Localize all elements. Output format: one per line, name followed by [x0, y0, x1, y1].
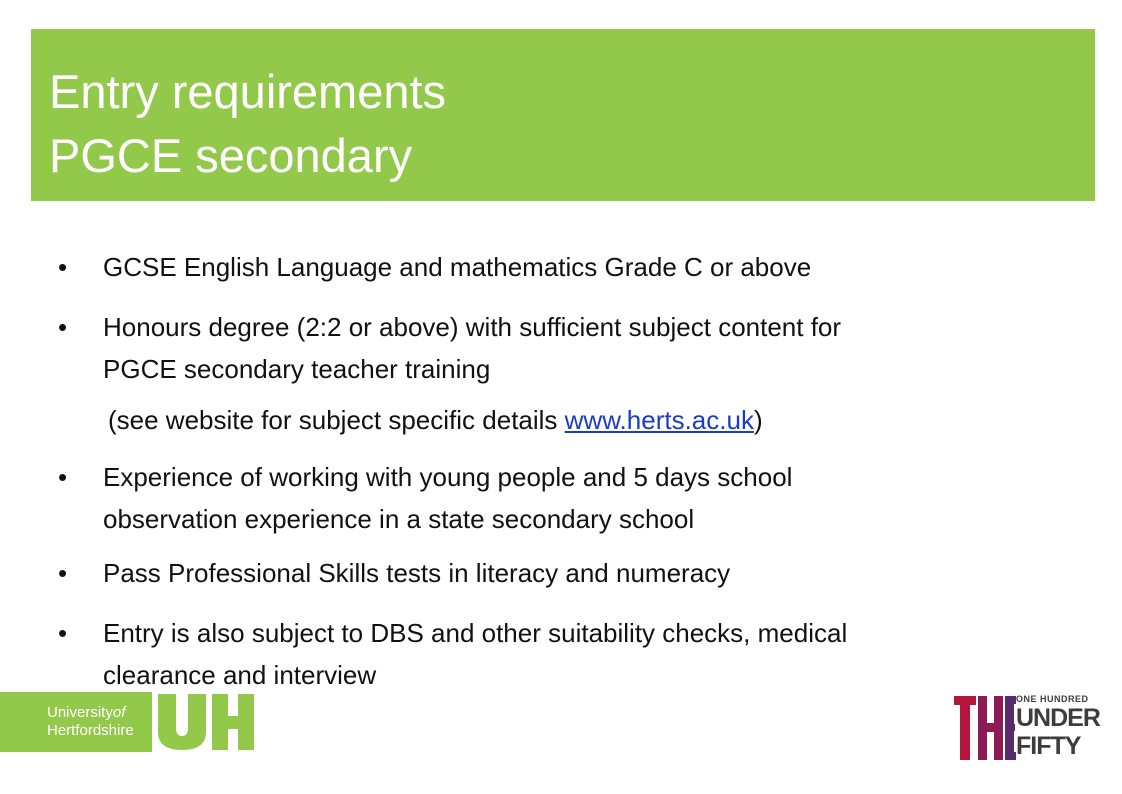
bullet-item: [103, 246, 1063, 288]
bullet-item: [103, 612, 1063, 696]
uh-monogram-icon: [152, 692, 260, 752]
bullet-line: Entry is also subject to DBS and other suitability checks, medical: [103, 618, 848, 648]
uh-logo-wordmark: Universityof Hertfordshire: [47, 704, 134, 739]
bullet-marker: •: [58, 312, 68, 342]
bullet-item: [103, 306, 1063, 390]
bullet-line: GCSE English Language and mathematics Grade C or above: [103, 252, 812, 282]
the-letters-icon: [952, 692, 1016, 762]
the-logo-caption-2: UNDER: [1016, 704, 1100, 732]
the-logo-caption-3: FIFTY: [1016, 732, 1081, 760]
bullet-line: Honours degree (2:2 or above) with sufficient subject content for: [103, 312, 842, 342]
bullet-marker: •: [58, 462, 68, 492]
slide-title-line-1: Entry requirements: [49, 65, 447, 118]
bullet-marker: •: [58, 558, 68, 588]
subject-details-note: [108, 399, 763, 441]
bullet-line: PGCE secondary teacher training: [103, 354, 491, 384]
bullet-line: clearance and interview: [103, 660, 377, 690]
university-of-hertfordshire-logo: [0, 692, 260, 752]
the-logo-caption-1: ONE HUNDRED: [1016, 694, 1089, 704]
bullet-line: Experience of working with young people and 5 days school: [103, 462, 793, 492]
bullet-item: [103, 552, 1063, 594]
bullet-line: observation experience in a state secondary school: [103, 504, 695, 534]
subnote-prefix: (see website for subject specific details: [108, 405, 565, 435]
subnote-suffix: ): [753, 405, 763, 435]
bullet-item: [103, 456, 1063, 540]
the-100-under-50-logo: [952, 692, 1102, 762]
herts-website-link[interactable]: www.herts.ac.uk: [564, 405, 754, 435]
slide-title-line-2: PGCE secondary: [49, 129, 413, 182]
bullet-marker: •: [58, 618, 68, 648]
bullet-marker: •: [58, 252, 68, 282]
uh-logo-plate: [0, 692, 152, 752]
bullet-line: Pass Professional Skills tests in literacy and numeracy: [103, 558, 731, 588]
